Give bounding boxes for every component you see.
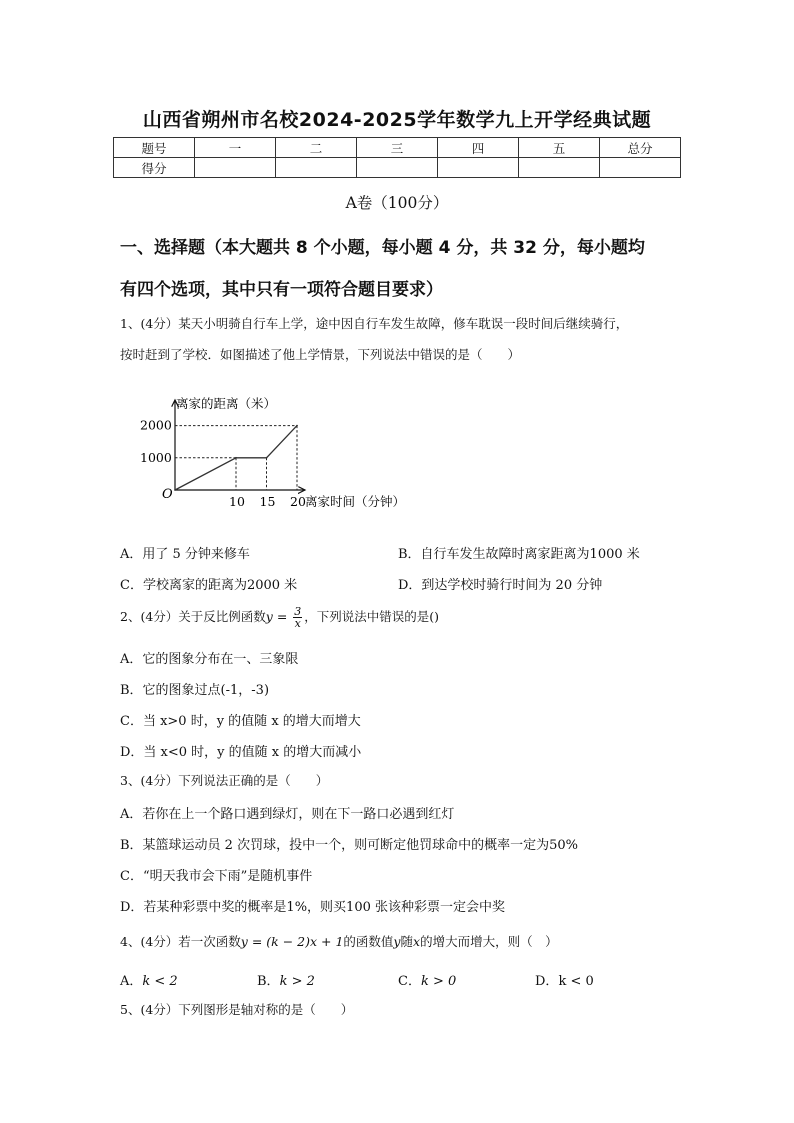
y-tick-label: 1000 (140, 449, 172, 465)
q4-option-a-label: A． (120, 974, 143, 989)
score-cell (519, 158, 600, 178)
page-title: 山西省朔州市名校2024-2025学年数学九上开学经典试题 (142, 109, 652, 131)
q4-option-a (120, 970, 178, 989)
q2-func-eq: = (272, 609, 292, 624)
q2-frac-numerator: 3 (294, 605, 302, 618)
q4-option-d (535, 970, 594, 989)
q4-option-a-expr: k < 2 (142, 974, 178, 989)
q2-fraction (293, 606, 302, 629)
series-point (235, 457, 237, 459)
q4-option-b-expr: k > 2 (279, 974, 315, 989)
q1-option-d: D．到达学校时骑行时间为 20 分钟 (398, 578, 603, 593)
origin-label: O (162, 487, 173, 502)
score-header-cell: 三 (357, 138, 438, 158)
q4-var-y: y (393, 934, 401, 949)
q2-option-a: A．它的图象分布在一、三象限 (120, 652, 299, 667)
q4-option-c-label: C． (398, 974, 421, 989)
q1-option-a: A．用了 5 分钟来修车 (120, 547, 250, 562)
q4-option-b-label: B． (257, 974, 280, 989)
q4-mid: 的函数值 (343, 934, 394, 949)
section-heading-line1: 一、选择题（本大题共 8 个小题，每小题 4 分，共 32 分，每小题均 (120, 238, 645, 258)
q4-var-x: x (413, 934, 421, 949)
x-tick-label: 15 (259, 494, 276, 509)
q3-option-d: D．若某种彩票中奖的概率是1%，则买100 张该种彩票一定会中奖 (120, 900, 505, 915)
q3-option-b: B．某篮球运动员 2 次罚球，投中一个，则可断定他罚球命中的概率一定为50% (120, 838, 578, 853)
q4-stem (120, 932, 558, 950)
q2-option-b: B．它的图象过点(-1，-3) (120, 683, 270, 698)
score-header-cell: 总分 (600, 138, 681, 158)
q4-option-d-label: D． (535, 974, 559, 989)
q4-option-c-expr: k > 0 (420, 974, 457, 989)
y-axis-label: 离家的距离（米） (176, 396, 277, 411)
q3-option-c: C．“明天我市会下雨”是随机事件 (120, 869, 313, 884)
q2-prefix: 2、(4分）关于反比例函数 (120, 609, 266, 624)
section-heading-line2: 有四个选项，其中只有一项符合题目要求） (120, 280, 443, 300)
score-row-label: 得分 (114, 158, 195, 178)
distance-time-graph (140, 388, 430, 518)
q2-suffix: ，下列说法中错误的是() (304, 609, 440, 624)
q1-stem-line1: 1、(4分）某天小明骑自行车上学，途中因自行车发生故障，修车耽误一段时间后继续骑行， (120, 316, 629, 331)
y-tick-label: 2000 (140, 417, 172, 433)
q3-option-a: A．若你在上一个路口遇到绿灯，则在下一路口必遇到红灯 (120, 807, 455, 822)
score-table-score-row (114, 158, 681, 178)
q2-stem (120, 606, 439, 629)
q4-suffix: 的增大而增大，则（ ） (420, 934, 558, 949)
series-point (296, 425, 298, 427)
score-header-cell: 二 (276, 138, 357, 158)
q2-func-y: y (265, 609, 273, 624)
score-cell (195, 158, 276, 178)
q1-stem-line2: 按时赶到了学校．如图描述了他上学情景，下列说法中错误的是（ ） (120, 347, 521, 362)
q4-option-b (257, 970, 315, 989)
series-point (266, 457, 268, 459)
q4-mid2: 随 (400, 934, 413, 949)
q4-option-c (398, 970, 456, 989)
x-axis-label: 离家时间（分钟） (305, 494, 406, 509)
x-tick-label: 20 (290, 494, 306, 509)
score-header-cell: 一 (195, 138, 276, 158)
q3-stem: 3、(4分）下列说法正确的是（ ） (120, 773, 329, 788)
q4-option-d-expr: k < 0 (558, 974, 594, 989)
series-point (174, 489, 176, 491)
x-tick-label: 10 (229, 494, 245, 509)
q2-option-c: C．当 x>0 时，y 的值随 x 的增大而增大 (120, 714, 361, 729)
q2-option-d: D．当 x<0 时，y 的值随 x 的增大而减小 (120, 745, 362, 760)
score-header-cell: 四 (438, 138, 519, 158)
q4-prefix: 4、(4分）若一次函数 (120, 934, 241, 949)
q4-function: y = (k − 2)x + 1 (240, 934, 344, 949)
q2-frac-denominator: x (294, 617, 301, 630)
q5-stem: 5、(4分）下列图形是轴对称的是（ ） (120, 1002, 354, 1017)
section-subtitle: A卷（100分） (345, 194, 449, 212)
score-header-cell: 五 (519, 138, 600, 158)
score-cell (276, 158, 357, 178)
score-table-header-row (114, 138, 681, 158)
score-cell (357, 158, 438, 178)
score-table (113, 137, 681, 178)
score-header-cell: 题号 (114, 138, 195, 158)
q1-option-b: B．自行车发生故障时离家距离为1000 米 (398, 547, 640, 562)
q1-option-c: C．学校离家的距离为2000 米 (120, 578, 298, 593)
score-cell (438, 158, 519, 178)
score-cell (600, 158, 681, 178)
